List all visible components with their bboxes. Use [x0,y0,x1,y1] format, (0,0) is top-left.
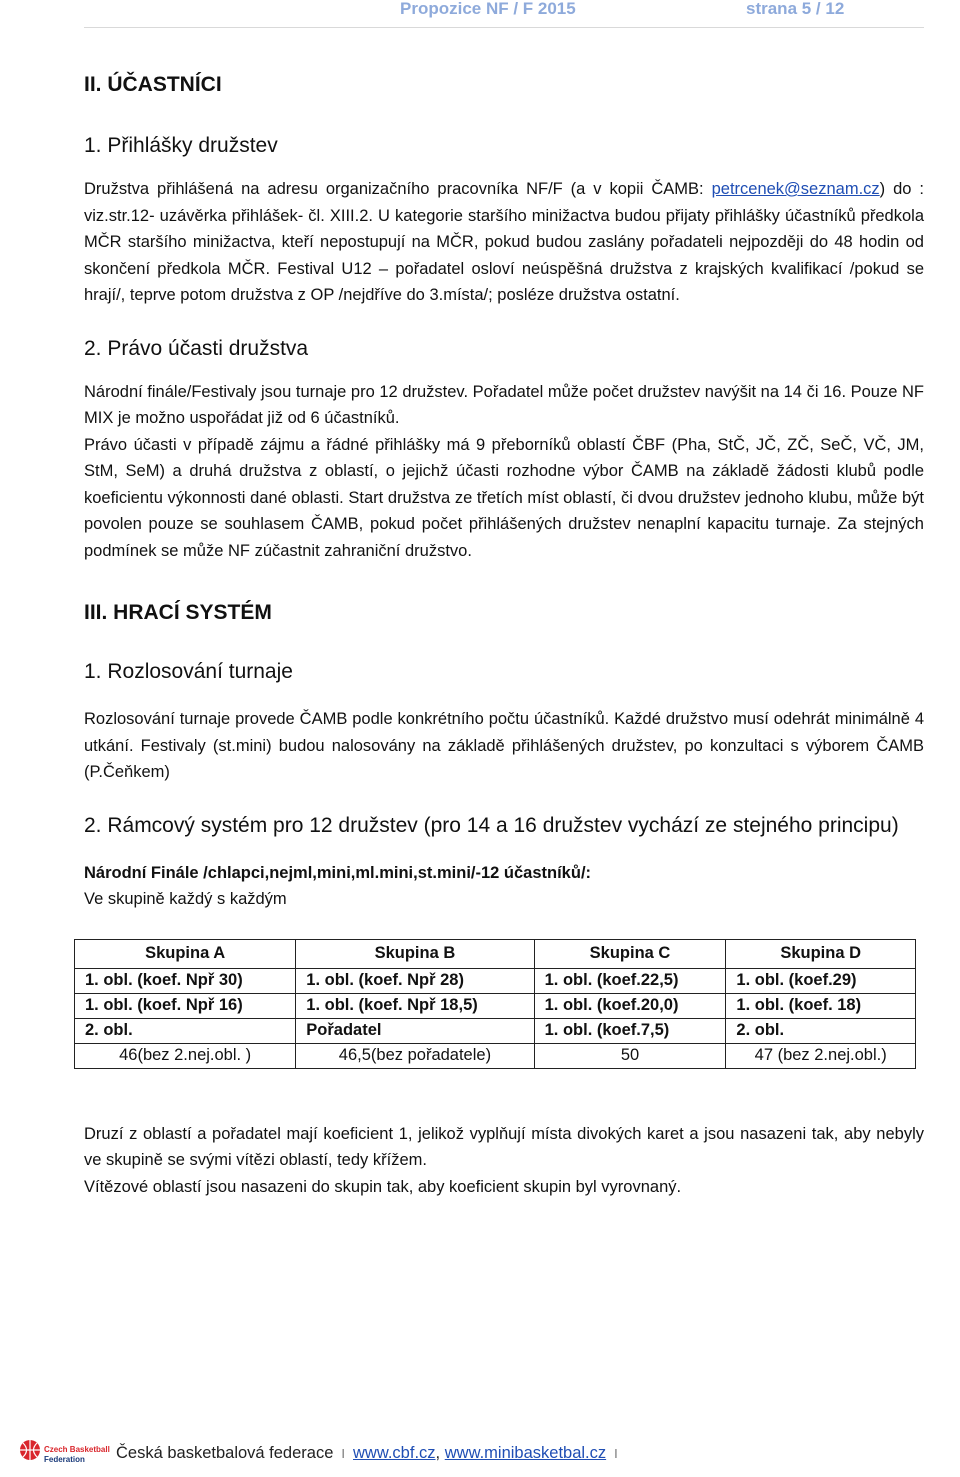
table-cell: 1. obl. (koef.7,5) [534,1018,726,1043]
logo-text-line2: Federation [44,1455,85,1464]
footer-separator: I [614,1446,618,1461]
footer-separator: I [341,1446,346,1461]
footer-link-minibasketbal[interactable]: www.minibasketbal.cz [444,1444,607,1462]
table-cell: 1. obl. (koef. Npř 18,5) [296,993,534,1018]
table-cell: 1. obl. (koef. 18) [726,993,916,1018]
column-header: Skupina A [75,939,296,968]
table-cell: 1. obl. (koef.22,5) [534,968,726,993]
column-header: Skupina B [296,939,534,968]
paragraph-tournament-size: Národní finále/Festivaly jsou turnaje pro 12 družstev. Pořadatel může počet družstev navýšit na 14 či 16. Pouze NF MIX je možno uspořádat již od 6 účastníků. [84,382,924,427]
header-divider [84,27,924,28]
table-cell: 1. obl. (koef. Npř 16) [75,993,296,1018]
table-cell: 1. obl. (koef.29) [726,968,916,993]
entries-text-b: ) do : viz.str.12- uzávěrka přihlášek- čl. XIII.2. U kategorie staršího minižactva budou přijaty přihlášky účastníků předkola MČR staršího minižactva, kteří nepostupují na MČR, pokud budou zaslány pořadateli nejpozději do 48 hodin od skončení předkola MČR. Festival U12 – pořadatel osloví neúspěšná družstva z krajských kvalifikací /pokud se hrají/, teprve potom družstva z OP /nejdříve do 3.místa/; posléze družstva ostatní. [84,180,924,304]
subheading-team-entries: 1. Přihlášky družstev [84,134,278,157]
table-total-cell: 47 (bez 2.nej.obl.) [726,1043,916,1068]
section-heading-participants: II. ÚČASTNÍCI [84,73,222,96]
paragraph-participation-conditions: Právo účasti v případě zájmu a řádné přihlášky má 9 přeborníků oblastí ČBF (Pha, StČ, JČ, ZČ, SeČ, VČ, JM, StM, SeM) a druhá družstva z oblastí, o jejichž účasti rozhodne výbor ČAMB na základě žádosti klubů podle koeficientu výkonnosti dané oblasti. Start družstva ze třetích míst oblastí, či dvou družstev jednoho klubu, může být povolen pouze se souhlasem ČAMB, pokud počet přihlášených družstev nenaplní kapacitu turnaje. Za stejných podmínek se může NF zúčastnit zahraniční družstvo. [84,435,924,560]
table-total-cell: 50 [534,1043,726,1068]
paragraph-seeding: Vítězové oblastí jsou nasazeni do skupin tak, aby koeficient skupin byl vyrovnaný. [84,1177,682,1196]
subheading-draw: 1. Rozlosování turnaje [84,660,293,683]
footer-text [116,1444,626,1463]
header-title: Propozice NF / F 2015 [400,0,576,18]
column-header: Skupina C [534,939,726,968]
table-cell: 1. obl. (koef.20,0) [534,993,726,1018]
table-row [75,993,916,1018]
header-page-number: strana 5 / 12 [746,0,845,18]
entries-text-a: Družstva přihlášená na adresu organizačního pracovníka NF/F (a v kopii ČAMB: [84,180,712,198]
table-row [75,968,916,993]
page-header [0,0,960,20]
table-cell: 2. obl. [726,1018,916,1043]
table-row [75,1018,916,1043]
subheading-participation-right: 2. Právo účasti družstva [84,336,309,360]
logo-text-line1: Czech Basketball [44,1445,110,1454]
subheading-framework-system: 2. Rámcový systém pro 12 družstev (pro 14 a 16 družstev vychází ze stejného principu) [84,813,899,837]
national-final-title: Národní Finále /chlapci,nejml,mini,ml.mini,st.mini/-12 účastníků/: [84,863,592,882]
footer-link-cbf[interactable]: www.cbf.cz [353,1444,436,1462]
table-cell: 1. obl. (koef. Npř 30) [75,968,296,993]
footer-comma: , [435,1444,441,1462]
document-body [84,66,924,1200]
groups-table [74,939,916,1069]
paragraph-coefficients: Druzí z oblastí a pořadatel mají koeficient 1, jelikož vyplňují místa divokých karet a jsou nasazeni tak, aby nebyly ve skupině se svými vítězi oblastí, tedy křížem. [84,1124,924,1169]
paragraph-entries [84,176,924,309]
paragraph-draw: Rozlosování turnaje provede ČAMB podle konkrétního počtu účastníků. Každé družstvo musí odehrát minimálně 4 utkání. Festivaly (st.mini) budou nalosovány na základě přihlášených družstev, po konzultaci s výborem ČAMB (P.Čeňkem) [84,710,924,781]
page-footer [0,1430,960,1477]
national-final-subtitle: Ve skupině každý s každým [84,890,287,908]
table-total-cell: 46,5(bez pořadatele) [296,1043,534,1068]
table-header-row [75,939,916,968]
table-cell: 2. obl. [75,1018,296,1043]
table-totals-row [75,1043,916,1068]
table-cell: 1. obl. (koef. Npř 28) [296,968,534,993]
cbf-logo [18,1438,110,1472]
column-header: Skupina D [726,939,916,968]
table-total-cell: 46(bez 2.nej.obl. ) [75,1043,296,1068]
email-link[interactable]: petrcenek@seznam.cz [711,180,880,198]
section-heading-game-system: III. HRACÍ SYSTÉM [84,601,272,624]
footer-organization: Česká basketbalová federace [116,1444,334,1462]
table-cell: Pořadatel [296,1018,534,1043]
